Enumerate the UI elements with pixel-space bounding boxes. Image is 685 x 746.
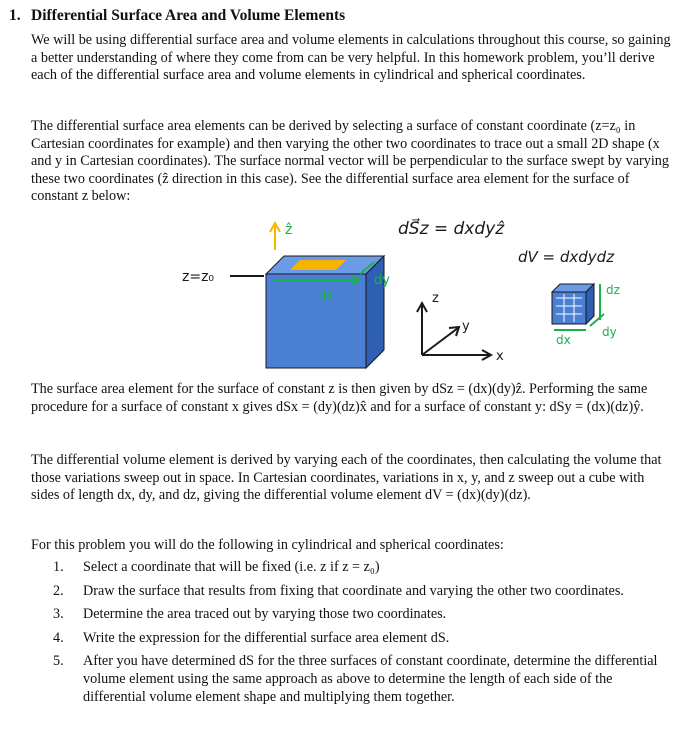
surface-element-results-paragraph: The surface area element for the surface of constant z is then given by dSz = (dx)(dy)ẑ. Performing the same procedure for a surface of constant x gives dSx = (dy)(dz)x̂ and for a surface of constant y: dSy = (dx)(dz)ŷ. xyxy=(31,381,648,415)
differential-element-figure xyxy=(160,210,680,376)
small-dx-label: dx xyxy=(556,333,571,347)
list-item: 5. After you have determined dS for the three surfaces of constant coordinate, determine the differential volume element using the same approach as above to determine the length of each side of the differential volume element shape and multiplying them together. xyxy=(53,653,658,705)
problem-heading xyxy=(9,7,345,25)
problem-title: Differential Surface Area and Volume Elements xyxy=(31,7,346,24)
problem-number: 1. xyxy=(9,7,21,24)
list-item: 2. Draw the surface that results from fixing that coordinate and varying the other two coordinates. xyxy=(53,582,624,599)
small-dy-label: dy xyxy=(602,325,617,339)
coordinate-axes xyxy=(417,303,491,360)
surface-element-equation: dS⃗z = dxdyẑ xyxy=(398,219,505,239)
list-item: 3. Determine the area traced out by varying those two coordinates. xyxy=(53,606,447,623)
surface-area-paragraph: The differential surface area elements can be derived by selecting a surface of constant coordinate (z=z₀ in Cartesian coordinates for example) and then varying the other two coordinates to trace out a small 2D shape (x and y in Cartesian coordinates). The surface normal vector will be perpendicular to the surface swept by varying these two coordinates (ẑ direction in this case). See the differential surface area element for the surface of constant z below: xyxy=(31,118,669,205)
z-equals-z0-label: z=z₀ xyxy=(182,269,215,285)
instruction-steps xyxy=(31,559,673,712)
list-item: 1. Select a coordinate that will be fixed (i.e. z if z = z₀) xyxy=(53,559,380,575)
axis-z-label: z xyxy=(432,291,439,306)
z-hat-label: ẑ xyxy=(285,222,293,238)
instructions-intro: For this problem you will do the following in cylindrical and spherical coordinates: xyxy=(31,537,504,553)
small-cube xyxy=(552,284,604,330)
small-dz-label: dz xyxy=(606,283,620,297)
big-cube xyxy=(266,256,384,368)
axis-y-label: y xyxy=(462,319,470,334)
intro-paragraph: We will be using differential surface area and volume elements in calculations throughout this course, so gaining a better understanding of where they come from can be very helpful. In this homework problem, you’ll derive each of the differential surface area and volume elements in cylindrical and spherical coordinates. xyxy=(31,32,671,84)
dy-label: dy xyxy=(374,273,390,288)
dx-label: dx xyxy=(318,289,334,304)
list-item: 4. Write the expression for the differential surface area element dS. xyxy=(53,629,450,646)
volume-element-paragraph: The differential volume element is derived by varying each of the coordinates, then calculating the volume that those variations sweep out in space. In Cartesian coordinates, variations in x, y, and z sweep out a cube with sides of length dx, dy, and dz, giving the differential volume element dV = (dx)(dy)(dz). xyxy=(31,452,662,504)
volume-element-equation: dV = dxdydz xyxy=(518,248,615,266)
axis-x-label: x xyxy=(496,349,504,364)
normal-vector-arrow xyxy=(270,223,280,250)
